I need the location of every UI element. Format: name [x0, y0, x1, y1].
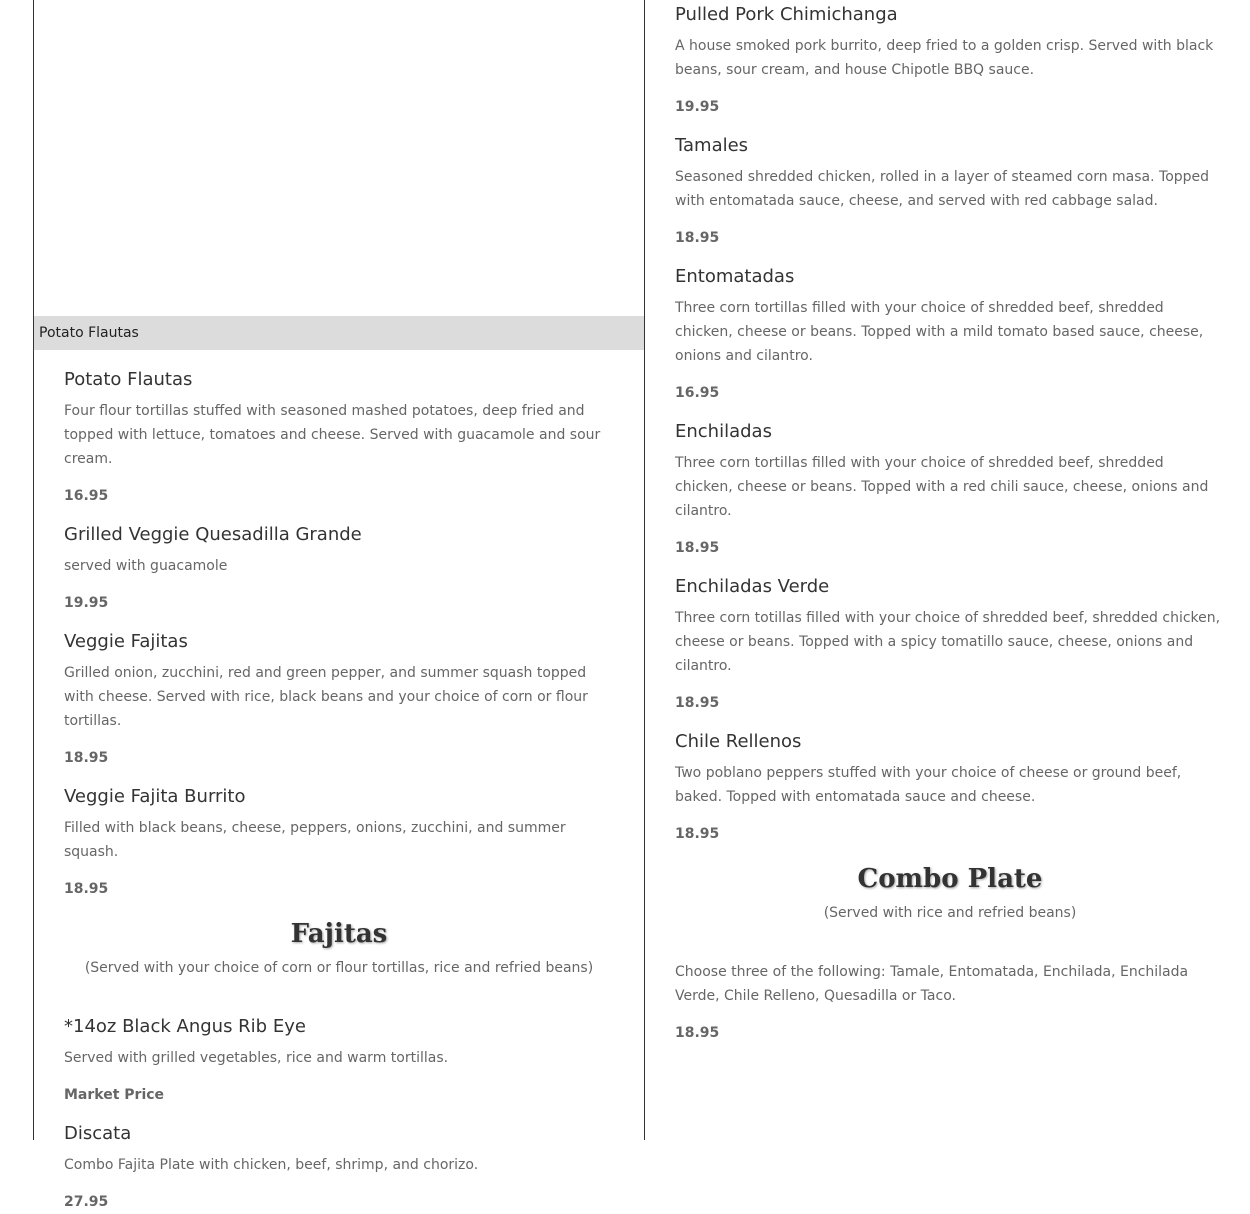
- menu-item-price: 27.95: [64, 1194, 109, 1210]
- menu-item: [64, 630, 614, 770]
- menu-item-description: Three corn tortillas filled with your choice of shredded beef, shredded chicken, cheese or beans. Topped with a mild tomato based sauce, cheese, onions and cilantro.: [675, 300, 1204, 364]
- menu-item-price: 18.95: [675, 695, 720, 711]
- menu-item-name: Enchiladas: [675, 421, 772, 442]
- gallery-image[interactable]: [34, 0, 644, 316]
- gallery-caption: Potato Flautas: [34, 316, 644, 350]
- left-menu-list: [34, 350, 644, 1214]
- menu-item-description: Three corn tortillas filled with your choice of shredded beef, shredded chicken, cheese or beans. Topped with a red chili sauce, cheese, onions and cilantro.: [675, 455, 1209, 519]
- menu-item-description: Combo Fajita Plate with chicken, beef, shrimp, and chorizo.: [64, 1157, 479, 1173]
- menu-item: [675, 3, 1225, 119]
- menu-item-name: Discata: [64, 1123, 132, 1144]
- menu-item: [675, 265, 1225, 405]
- menu-item-price: 16.95: [675, 385, 720, 401]
- section-title-fajitas: Fajitas: [290, 919, 388, 949]
- right-menu-list: [675, 0, 1225, 1045]
- menu-item-description: Grilled onion, zucchini, red and green pepper, and summer squash topped with cheese. Served with rice, black beans and your choice of corn or flour tortillas.: [64, 665, 588, 729]
- menu-item-description: A house smoked pork burrito, deep fried to a golden crisp. Served with black beans, sour cream, and house Chipotle BBQ sauce.: [675, 38, 1214, 78]
- menu-item-price: 18.95: [675, 1025, 720, 1041]
- menu-item-name: Chile Rellenos: [675, 731, 802, 752]
- section-title-combo: Combo Plate: [857, 864, 1043, 894]
- menu-item-price: 19.95: [64, 595, 109, 611]
- menu-item-description: Seasoned shredded chicken, rolled in a layer of steamed corn masa. Topped with entomatada sauce, cheese, and served with red cabbage salad.: [675, 169, 1210, 209]
- left-column: [33, 0, 645, 1210]
- menu-item-name: Pulled Pork Chimichanga: [675, 4, 898, 25]
- menu-item-price: 18.95: [64, 881, 109, 897]
- menu-item: [64, 1122, 614, 1214]
- menu-item: [675, 134, 1225, 250]
- menu-item-price: 18.95: [675, 540, 720, 556]
- menu-item-name: Veggie Fajitas: [64, 631, 188, 652]
- menu-item-name: Potato Flautas: [64, 369, 193, 390]
- right-column: [675, 0, 1225, 1060]
- menu-item-description: Filled with black beans, cheese, peppers, onions, zucchini, and summer squash.: [64, 820, 566, 860]
- menu-item: [64, 523, 614, 615]
- menu-item-price: 16.95: [64, 488, 109, 504]
- menu-item-name: Tamales: [675, 135, 749, 156]
- menu-item-price: 18.95: [675, 230, 720, 246]
- menu-item: [675, 960, 1225, 1045]
- menu-item-description: Choose three of the following: Tamale, Entomatada, Enchilada, Enchilada Verde, Chile Relleno, Quesadilla or Taco.: [675, 964, 1189, 1004]
- menu-item: [675, 420, 1225, 560]
- menu-item-name: Enchiladas Verde: [675, 576, 830, 597]
- menu-item-description: Four flour tortillas stuffed with seasoned mashed potatoes, deep fried and topped with lettuce, tomatoes and cheese. Served with guacamole and sour cream.: [64, 403, 601, 467]
- section-subtitle-combo: (Served with rice and refried beans): [823, 905, 1077, 921]
- menu-item-description: Two poblano peppers stuffed with your choice of cheese or ground beef, baked. Topped with entomatada sauce and cheese.: [675, 765, 1182, 805]
- menu-item-description: served with guacamole: [64, 558, 228, 574]
- menu-item: [64, 368, 614, 508]
- menu-item-price: Market Price: [64, 1087, 165, 1103]
- menu-item: [675, 575, 1225, 715]
- menu-item-name: Veggie Fajita Burrito: [64, 786, 246, 807]
- menu-item: [64, 1015, 614, 1107]
- menu-item-price: 19.95: [675, 99, 720, 115]
- menu-item-description: Three corn totillas filled with your choice of shredded beef, shredded chicken, cheese or beans. Topped with a spicy tomatillo sauce, cheese, onions and cilantro.: [675, 610, 1221, 674]
- menu-item-name: Entomatadas: [675, 266, 795, 287]
- menu-item-description: Served with grilled vegetables, rice and warm tortillas.: [64, 1050, 449, 1066]
- menu-item-name: Grilled Veggie Quesadilla Grande: [64, 524, 362, 545]
- menu-item: [64, 785, 614, 901]
- menu-item: [675, 730, 1225, 846]
- section-subtitle-fajitas: (Served with your choice of corn or flour tortillas, rice and refried beans): [84, 960, 594, 976]
- menu-item-price: 18.95: [64, 750, 109, 766]
- menu-item-price: 18.95: [675, 826, 720, 842]
- menu-item-name: *14oz Black Angus Rib Eye: [64, 1016, 306, 1037]
